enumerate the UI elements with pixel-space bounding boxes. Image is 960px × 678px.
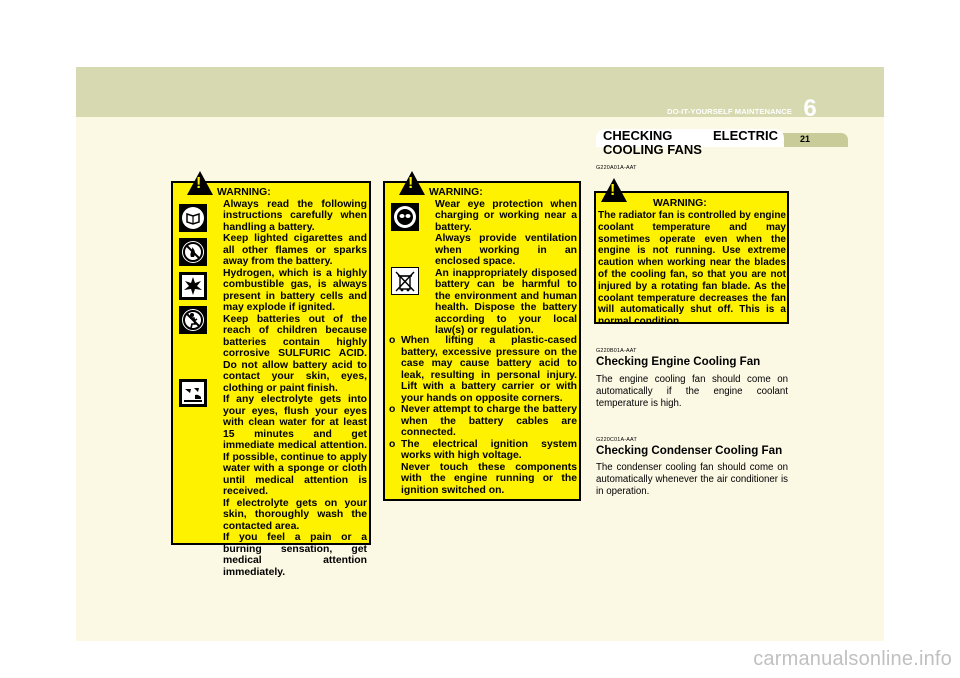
battery-warning-box xyxy=(171,175,371,578)
corrosive-acid-icon xyxy=(179,379,207,407)
warning-title: WARNING: xyxy=(217,187,271,198)
section-title xyxy=(603,129,778,157)
no-flame-icon xyxy=(179,238,207,266)
battery-handling-bullets: o When lifting a plastic-cased battery, excessive pressure on the case may cause battery acid to leak, resulting in personal injury. Lift with a battery carrier or with your hands on opposite corners. o Never attempt to charge the battery when the battery cables are connected. o The electrical ignition system works with high voltage. Never touch these components with the engine running or the ignition switched on. xyxy=(389,335,577,496)
watermark: carmanualsonline.info xyxy=(753,648,952,670)
warning-title: WARNING: xyxy=(653,198,707,209)
cooling-fan-warning-text: The radiator fan is controlled by engine coolant temperature and may sometimes operate even when the engine is not running. Use extreme caution when working near the blades of the cooling fan, so that you are not injured by a rotating fan blade. As the coolant temperature decreases the fan will automatically shut off. This is a normal condition. xyxy=(598,210,786,328)
section-title-line2: COOLING FANS xyxy=(603,142,702,157)
warning-triangle-icon: ! xyxy=(601,178,627,202)
chapter-title: DO-IT-YOURSELF MAINTENANCE xyxy=(667,107,792,116)
section-code: G220B01A-AAT xyxy=(596,348,637,354)
battery-warning-text: WARNING: Always read the following instructions carefully when handling a battery. Keep lighted cigarettes and all other flames or sparks away from the battery. Hydrogen, which is a highly combustible gas, is always present in battery cells and may explode if ignited. Keep batteries out of the reach of children because batteries contain highly corrosive SULFURIC ACID. Do not allow battery acid to contact your skin, eyes, clothing or paint finish. If any electrolyte gets into your eyes, flush your eyes with clean water for at least 15 minutes and get immediate medical attention. If possible, continue to apply water with a sponge or cloth until medical attention is received. If electrolyte gets on your skin, thoroughly wash the contacted area. If you feel a pain or a burning sensation, get medical attention immediately. xyxy=(217,187,367,578)
explosion-icon xyxy=(179,272,207,300)
warning-title: WARNING: xyxy=(429,187,483,198)
section-title-line1: CHECKING ELECTRIC xyxy=(603,128,778,143)
chapter-number: 6 xyxy=(803,95,817,122)
no-trash-disposal-icon xyxy=(391,267,419,295)
page-number: 21 xyxy=(799,134,810,144)
book-icon xyxy=(179,204,207,232)
section-code: G220C01A-AAT xyxy=(596,437,637,443)
list-item: o The electrical ignition system works with high voltage. xyxy=(389,438,577,461)
eye-protection-icon xyxy=(391,203,419,231)
battery-handling-warning-box xyxy=(383,175,581,501)
list-item: o When lifting a plastic-cased battery, excessive pressure on the case may cause battery acid to leak, resulting in personal injury. Lift with a battery carrier or with your hands on opposite corners. xyxy=(389,335,577,404)
battery-handling-warning-text: WARNING: Wear eye protection when charging or working near a battery. Always provide ventilation when working in an enclosed space. An inappropriately disposed battery can be harmful to the environment and human health. Dispose the battery according to your local law(s) or regulation. xyxy=(429,187,577,336)
warning-triangle-icon: ! xyxy=(399,171,425,195)
warning-triangle-icon: ! xyxy=(187,171,213,195)
keep-from-children-icon xyxy=(179,306,207,334)
engine-cooling-fan-heading: Checking Engine Cooling Fan xyxy=(596,355,761,368)
list-item: o Never attempt to charge the battery when the battery cables are connected. xyxy=(389,404,577,438)
section-code: G220A01A-AAT xyxy=(596,165,637,171)
condenser-cooling-fan-text: The condenser cooling fan should come on automatically whenever the air conditioner is in operation. xyxy=(596,462,788,497)
condenser-cooling-fan-heading: Checking Condenser Cooling Fan xyxy=(596,444,783,457)
cooling-fan-warning-box xyxy=(594,182,789,328)
engine-cooling-fan-text: The engine cooling fan should come on automatically if the engine coolant temperature is high. xyxy=(596,374,788,409)
